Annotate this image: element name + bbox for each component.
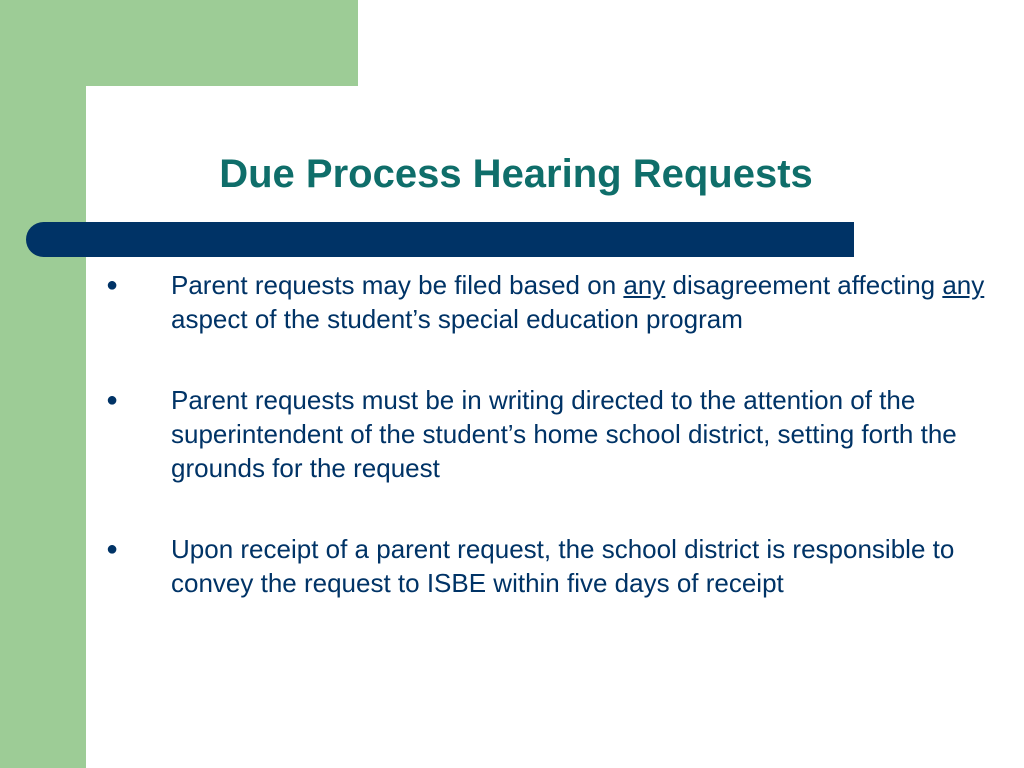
- bullet-text-run: Upon receipt of a parent request, the school district is responsible to convey the request to ISBE within five days of receipt: [171, 534, 955, 598]
- bullet-dot-icon: ●: [106, 389, 119, 411]
- bullet-text-run: Parent requests must be in writing directed to the attention of the superintendent of the student’s home school district, setting forth the grounds for the request: [171, 385, 957, 483]
- bullet-dot-icon: ●: [106, 538, 119, 560]
- decorative-title-underline-bar: [26, 222, 854, 257]
- bullet-text: [171, 270, 984, 334]
- bullet-text: [171, 385, 957, 483]
- bullet-text: [171, 534, 954, 598]
- bullet-text-emphasis: any: [942, 270, 985, 300]
- bullet-list: [100, 268, 1000, 647]
- decorative-green-top-band: [0, 0, 358, 86]
- bullet-item: [100, 383, 1000, 485]
- bullet-item: [100, 268, 1000, 336]
- bullet-text-emphasis: any: [623, 270, 666, 300]
- bullet-item: [100, 532, 1000, 600]
- bullet-text-run: aspect of the student’s special education program: [171, 304, 743, 334]
- decorative-green-side-band: [0, 0, 86, 768]
- slide-title: Due Process Hearing Requests: [219, 152, 813, 196]
- bullet-text-run: disagreement affecting: [665, 270, 943, 300]
- bullet-dot-icon: ●: [106, 274, 119, 296]
- bullet-text-run: Parent requests may be filed based on: [171, 270, 624, 300]
